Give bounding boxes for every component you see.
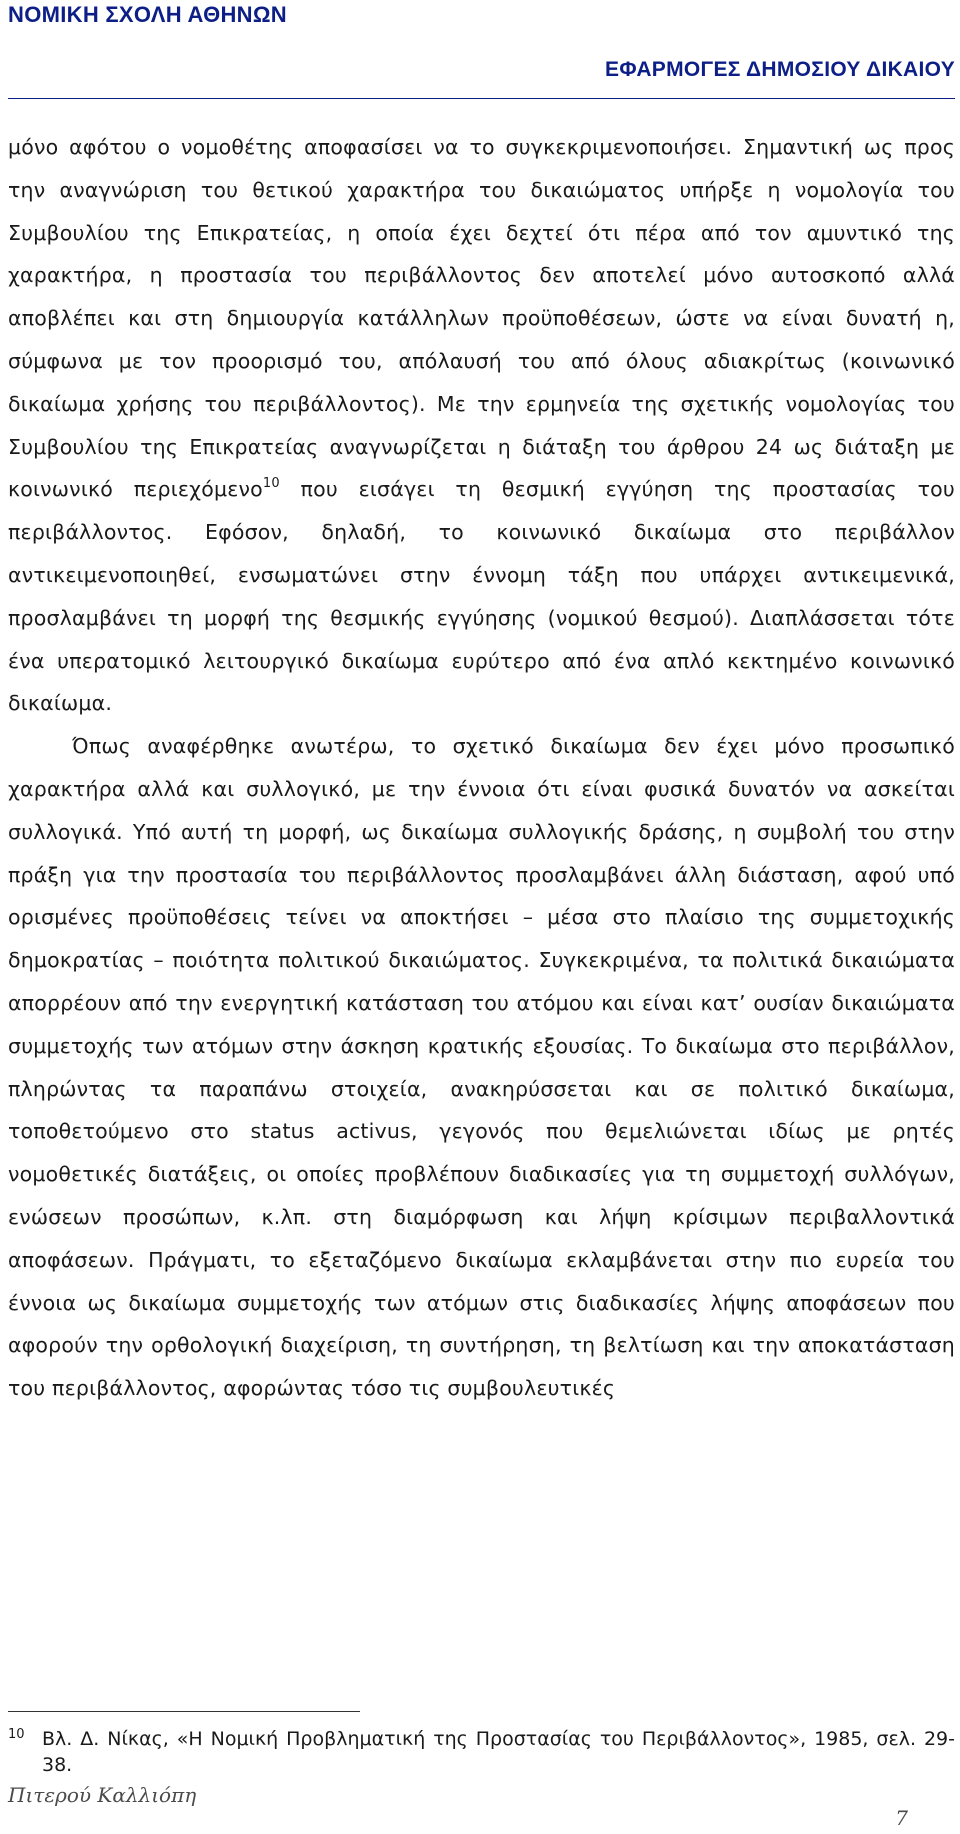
footnote-number: 10 bbox=[8, 1727, 25, 1742]
header-course: ΕΦΑΡΜΟΓΕΣ ΔΗΜΟΣΙΟΥ ΔΙΚΑΙΟΥ bbox=[605, 58, 955, 81]
page-number: 7 bbox=[895, 1806, 908, 1830]
footnote-text: Βλ. Δ. Νίκας, «Η Νομική Προβληματική της Προστασίας του Περιβάλλοντος», 1985, σελ. 29-38. bbox=[42, 1728, 955, 1776]
body-text bbox=[8, 126, 955, 1410]
footnote-divider bbox=[8, 1711, 360, 1712]
paragraph-1-part-a: μόνο αφότου ο νομοθέτης αποφασίσει να το συγκεκριμενοποιήσει. Σημαντική ως προς την αναγνώριση του θετικού χαρακτήρα του δικαιώματος υπήρξε η νομολογία του Συμβουλίου της Επικρατείας, η οποία έχει δεχτεί ότι πέρα από τον αμυντικό της χαρακτήρα, η προστασία του περιβάλλοντος δεν αποτελεί μόνο αυτοσκοπό αλλά αποβλέπει και στη δημιουργία κατάλληλων προϋποθέσεων, ώστε να είναι δυνατή η, σύμφωνα με τον προορισμό του, απόλαυσή του από όλους αδιακρίτως (κοινωνικό δικαίωμα χρήσης του περιβάλλοντος). Με την ερμηνεία της σχετικής νομολογίας του Συμβουλίου της Επικρατείας αναγνωρίζεται η διάταξη του άρθρου 24 ως διάταξη με κοινωνικό περιεχόμενο bbox=[8, 135, 955, 502]
header-school: ΝΟΜΙΚΗ ΣΧΟΛΗ ΑΘΗΝΩΝ bbox=[8, 2, 287, 27]
footnote bbox=[8, 1726, 955, 1778]
paragraph-1-part-b: που εισάγει τη θεσμική εγγύηση της προστασίας του περιβάλλοντος. Εφόσον, δηλαδή, το κοινωνικό δικαίωμα στο περιβάλλον αντικειμενοποιηθεί, ενσωματώνει στην έννομη τάξη που υπάρχει αντικειμενικά, προσλαμβάνει τη μορφή της θεσμικής εγγύησης (νομικού θεσμού). Διαπλάσσεται τότε ένα υπερατομικό λειτουργικό δικαίωμα ευρύτερο από ένα απλό κεκτημένο κοινωνικό δικαίωμα. bbox=[8, 477, 955, 716]
header-divider bbox=[8, 98, 955, 99]
footnote-reference: 10 bbox=[262, 476, 280, 492]
footer-author: Πιτερού Καλλιόπη bbox=[8, 1783, 197, 1807]
paragraph-1 bbox=[8, 126, 955, 725]
paragraph-2: Όπως αναφέρθηκε ανωτέρω, το σχετικό δικαίωμα δεν έχει μόνο προσωπικό χαρακτήρα αλλά και συλλογικό, με την έννοια ότι είναι φυσικά δυνατόν να ασκείται συλλογικά. Υπό αυτή τη μορφή, ως δικαίωμα συλλογικής δράσης, η συμβολή του στην πράξη για την προστασία του περιβάλλοντος προσλαμβάνει άλλη διάσταση, αφού υπό ορισμένες προϋποθέσεις τείνει να αποκτήσει – μέσα στο πλαίσιο της συμμετοχικής δημοκρατίας – ποιότητα πολιτικού δικαιώματος. Συγκεκριμένα, τα πολιτικά δικαιώματα απορρέουν από την ενεργητική κατάσταση του ατόμου και είναι κατ’ ουσίαν δικαιώματα συμμετοχής των ατόμων στην άσκηση κρατικής εξουσίας. Το δικαίωμα στο περιβάλλον, πληρώντας τα παραπάνω στοιχεία, ανακηρύσσεται και σε πολιτικό δικαίωμα, τοποθετούμενο στο status activus, γεγονός που θεμελιώνεται ιδίως με ρητές νομοθετικές διατάξεις, οι οποίες προβλέπουν διαδικασίες για τη συμμετοχή συλλόγων, ενώσεων προσώπων, κ.λπ. στη διαμόρφωση και λήψη κρίσιμων περιβαλλοντικά αποφάσεων. Πράγματι, το εξεταζόμενο δικαίωμα εκλαμβάνεται στην πιο ευρεία του έννοια ως δικαίωμα συμμετοχής των ατόμων στις διαδικασίες λήψης αποφάσεων που αφορούν την ορθολογική διαχείριση, τη συντήρηση, τη βελτίωση και την αποκατάσταση του περιβάλλοντος, αφορώντας τόσο τις συμβουλευτικές bbox=[8, 734, 955, 1401]
